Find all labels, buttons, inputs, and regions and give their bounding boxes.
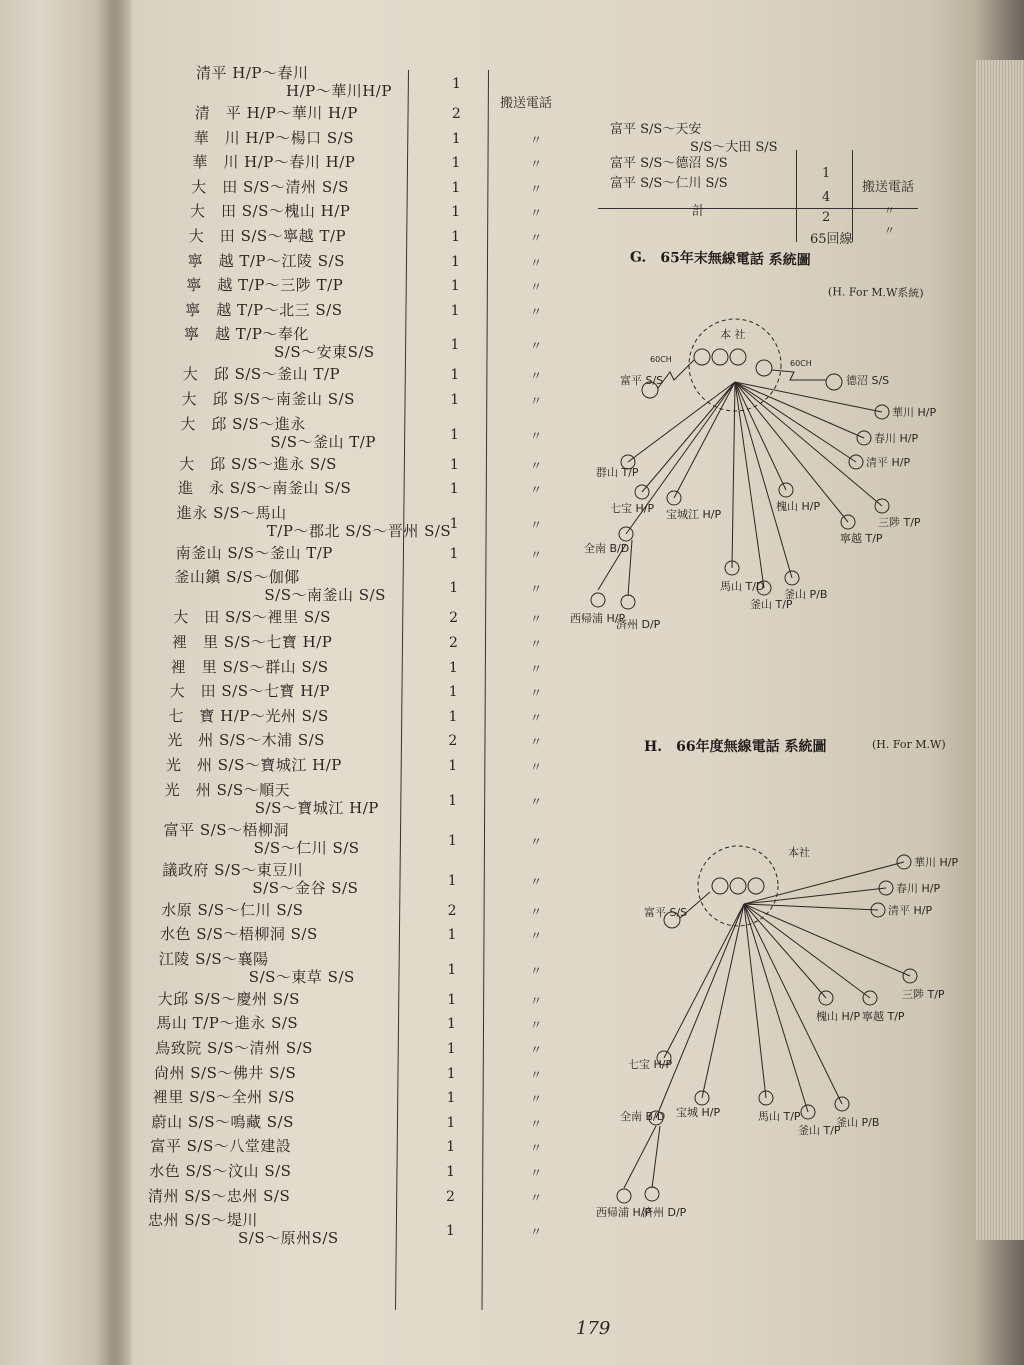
- table-row-count: 2: [449, 610, 459, 627]
- table-row-label: 忠州 S/S～堤川: [148, 1211, 258, 1230]
- table-row-label-cont: S/S～仁川 S/S: [253, 838, 360, 857]
- diagram-g-node-label: 華川 H/P: [892, 406, 937, 419]
- table-row-note: 〃: [530, 794, 543, 809]
- table-row-label-cont: H/P～華川H/P: [286, 82, 392, 100]
- table-row-note: 〃: [530, 834, 543, 849]
- right-table-row-label: 富平 S/S～天安: [610, 122, 702, 137]
- table-row-count: 1: [452, 76, 461, 92]
- book-spine: [95, 0, 131, 1365]
- table-row-count: 1: [449, 481, 459, 498]
- table-row-label-cont: S/S～原州S/S: [238, 1229, 339, 1248]
- table-row-count: 2: [446, 1188, 455, 1205]
- table-row-label: 清州 S/S～忠州 S/S: [148, 1186, 291, 1205]
- table-row-label: 清 平 H/P～華川 H/P: [194, 104, 358, 122]
- table-row-count: 1: [448, 684, 458, 701]
- table-row-label: 寧 越 T/P～北三 S/S: [185, 300, 343, 319]
- table-row-count: 1: [447, 961, 457, 978]
- table-row-count: 1: [447, 872, 457, 889]
- table-row-label: 大 邱 S/S～進永: [180, 414, 306, 433]
- table-row-label: 江陵 S/S～襄陽: [158, 949, 269, 968]
- table-row-note: 〃: [530, 710, 543, 725]
- diagram-g-link-left: [658, 360, 694, 388]
- table-row-count: 2: [449, 635, 458, 651]
- table-row-note: 〃: [530, 157, 543, 172]
- table-row-count: 2: [451, 106, 461, 122]
- table-row-label: 光 州 S/S～木浦 S/S: [167, 731, 325, 750]
- table-row-label: 水色 S/S～梧柳洞 S/S: [160, 925, 318, 944]
- table-row-note: 〃: [530, 1067, 543, 1082]
- diagram-g: [570, 300, 960, 700]
- table-row-label: 蔚山 S/S～鳴藏 S/S: [151, 1112, 294, 1131]
- left-page-edge: [0, 0, 100, 1365]
- diagram-g-title: G. 65年末無線電話 系統圖: [629, 249, 811, 269]
- diagram-g-node-label: 釜山 T/P: [750, 598, 793, 611]
- diagram-g-link-right-label: 60CH: [790, 359, 812, 368]
- table-row-note: 〃: [530, 547, 543, 562]
- table-row-count: 1: [449, 456, 459, 473]
- table-row-note: 〃: [530, 1166, 543, 1180]
- table-row-note: 〃: [530, 255, 543, 270]
- table-row-label: 華 川 H/P～楊口 S/S: [193, 128, 354, 147]
- table-row-note: 〃: [530, 132, 543, 147]
- diagram-h-node-label: 釜山 P/B: [836, 1116, 880, 1129]
- table-row-label: 大 田 S/S～七寶 H/P: [169, 682, 330, 701]
- table-row-note: 〃: [530, 483, 543, 498]
- table-row-count: 1: [446, 1164, 456, 1180]
- right-table-divider-a: [796, 150, 797, 242]
- table-row-note: 〃: [530, 735, 543, 750]
- table-row-label: 大邱 S/S～慶州 S/S: [157, 989, 300, 1008]
- table-row-note: 〃: [530, 428, 543, 443]
- table-row-count: 1: [447, 991, 457, 1008]
- table-row-count: 1: [451, 130, 461, 147]
- table-row-count: 1: [450, 367, 460, 384]
- table-row-label: 華 川 H/P～春川 H/P: [192, 153, 356, 172]
- diagram-h-node-label: 春川 H/P: [896, 882, 941, 895]
- table-row-label: 寧 越 T/P～江陵 S/S: [187, 251, 345, 270]
- table-row-note: 〃: [530, 612, 543, 627]
- table-row-label: 光 州 S/S～順天: [164, 780, 291, 799]
- table-row-label-cont: S/S～寶城江 H/P: [254, 798, 379, 817]
- table-row-label: 七 寶 H/P～光州 S/S: [168, 706, 329, 725]
- table-row-label: 議政府 S/S～東豆川: [162, 860, 304, 879]
- table-row-label: 大 邱 S/S～進永 S/S: [179, 454, 337, 473]
- diagram-h-subtitle: (H. For M.W): [872, 738, 946, 751]
- diagram-h: [580, 820, 960, 1240]
- table-row-note: 〃: [530, 369, 543, 384]
- table-row-label: 水原 S/S～仁川 S/S: [161, 900, 304, 919]
- diagram-h-node-label: 全南 B/D: [620, 1110, 666, 1123]
- table-row-label: 釜山鎭 S/S～伽倻: [174, 568, 300, 587]
- table-row-note: 〃: [530, 661, 543, 676]
- diagram-h-node-label: 馬山 T/P: [758, 1110, 801, 1123]
- right-table-row-count: 4: [822, 190, 831, 205]
- table-row-count: 1: [449, 515, 459, 532]
- table-row-label: 大 田 S/S～清州 S/S: [191, 177, 349, 196]
- diagram-g-node-m4: [826, 374, 842, 390]
- table-row-count: 1: [450, 392, 460, 408]
- diagram-g-hub-label: 本 社: [720, 328, 746, 341]
- diagram-g-node-label: 群山 T/P: [596, 466, 639, 479]
- table-row-count: 1: [451, 204, 461, 221]
- table-row-note: 〃: [530, 1190, 543, 1205]
- table-row-label: 寧 越 T/P～三陟 T/P: [186, 276, 344, 295]
- table-row-count: 1: [448, 758, 458, 774]
- table-row-count: 1: [450, 337, 460, 354]
- table-row-count: 1: [450, 278, 460, 295]
- diagram-h-node-label: 富平 S/S: [644, 906, 688, 919]
- diagram-h-node-label: 七宝 H/P: [628, 1058, 673, 1071]
- table-row-count: 2: [447, 902, 457, 919]
- table-row-count: 1: [447, 1016, 456, 1033]
- table-row-count: 1: [446, 1139, 456, 1156]
- table-row-label-cont: S/S～南釜山 S/S: [264, 586, 386, 605]
- table-row-count: 1: [448, 659, 458, 676]
- table-row-label: 進永 S/S～馬山: [176, 503, 287, 522]
- diagram-h-node-label: 清平 H/P: [888, 904, 933, 917]
- diagram-g-node-label: 寧越 T/P: [840, 532, 883, 545]
- table-row-note: 〃: [530, 1043, 543, 1057]
- table-row-label: 大 田 S/S～寧越 T/P: [188, 227, 347, 245]
- table-row-label: 南釜山 S/S～釜山 T/P: [175, 543, 333, 562]
- diagram-g-node-label: 清平 H/P: [866, 456, 911, 469]
- diagram-g-node-m2: [756, 360, 772, 376]
- table-row-count: 1: [446, 1114, 456, 1131]
- table-row-label: 裡 里 S/S～七寶 H/P: [172, 633, 333, 651]
- table-row-label-cont: T/P～郡北 S/S～晋州 S/S: [266, 521, 452, 540]
- table-row-count: 1: [450, 426, 459, 443]
- right-table-row-label: 計: [692, 204, 706, 219]
- table-row-note: 〃: [530, 304, 543, 319]
- table-row-label: 裡里 S/S～全州 S/S: [152, 1088, 296, 1107]
- table-row-note: 〃: [530, 582, 543, 597]
- table-row-note: 〃: [530, 874, 543, 889]
- table-row-note: 〃: [530, 993, 543, 1008]
- table-row-label-cont: S/S～東草 S/S: [248, 967, 355, 986]
- table-row-count: 1: [451, 155, 461, 172]
- table-row-count: 1: [449, 580, 459, 597]
- table-row-label: 大 邱 S/S～釜山 T/P: [182, 365, 341, 384]
- table-row-count: 1: [450, 253, 460, 270]
- right-table-row-note: 搬送電話: [862, 180, 915, 195]
- table-row-note: 〃: [530, 1092, 543, 1107]
- table-row-count: 1: [446, 1223, 455, 1240]
- diagram-h-node-label: 華川 H/P: [914, 856, 959, 869]
- table-row-label: 馬山 T/P～進永 S/S: [156, 1014, 299, 1033]
- table-row-note: 〃: [530, 231, 543, 245]
- table-row-note: 〃: [530, 458, 543, 473]
- table-row-note: 〃: [530, 1018, 543, 1033]
- table-row-note: 〃: [530, 339, 543, 354]
- table-row-count: 1: [450, 302, 460, 319]
- table-row-label-cont: S/S～安東S/S: [274, 343, 375, 362]
- diagram-g-node-label: 馬山 T/D: [720, 580, 765, 593]
- table-row-label-cont: S/S～金谷 S/S: [252, 878, 359, 897]
- table-row-count: 1: [447, 832, 457, 849]
- diagram-g-node-h1: [712, 349, 728, 365]
- table-row-note: 〃: [530, 1141, 543, 1156]
- table-row-count: 1: [451, 179, 461, 196]
- table-row-label: 富平 S/S～梧柳洞: [163, 820, 289, 839]
- table-row-label: 尙州 S/S～佛井 S/S: [154, 1063, 297, 1082]
- diagram-h-node-label: 寧越 T/P: [862, 1010, 905, 1023]
- table-row-note: 〃: [530, 394, 543, 408]
- right-table-rule: [598, 208, 918, 209]
- diagram-g-node-label: 済州 D/P: [616, 618, 661, 631]
- table-row-label: 光 州 S/S～寶城江 H/P: [166, 756, 342, 774]
- table-row-label: 進 永 S/S～南釜山 S/S: [178, 479, 352, 498]
- diagram-g-node-label: 全南 B/D: [584, 542, 630, 555]
- diagram-g-node-label: 春川 H/P: [874, 432, 919, 445]
- right-table-row-note: 〃: [884, 204, 895, 217]
- diagram-g-subtitle: (H. For M.W系統): [827, 285, 924, 300]
- diagram-g-node-label: 富平 S/S: [620, 374, 664, 387]
- table-row-label: 水色 S/S～汶山 S/S: [149, 1162, 292, 1180]
- diagram-g-node-label: 槐山 H/P: [776, 500, 821, 513]
- diagram-g-node-m1: [694, 349, 710, 365]
- table-row-note: 搬送電話: [500, 96, 553, 111]
- table-row-note: 〃: [530, 280, 543, 295]
- table-row-count: 1: [448, 708, 458, 725]
- diagram-g-node-label: 七宝 H/P: [610, 502, 655, 515]
- table-row-count: 1: [446, 1041, 456, 1057]
- diagram-h-hub-label: 本社: [788, 846, 810, 859]
- right-table-row-note: 〃: [884, 224, 895, 237]
- table-row-label: 鳥致院 S/S～清州 S/S: [155, 1039, 313, 1057]
- table-divider-left: [395, 70, 409, 1310]
- diagram-h-node-label: 釜山 T/P: [798, 1124, 841, 1137]
- diagram-g-link-left-label: 60CH: [650, 355, 672, 364]
- table-row-note: 〃: [530, 904, 543, 919]
- table-row-count: 1: [451, 229, 461, 245]
- table-row-note: 〃: [530, 963, 543, 978]
- right-table-row-count: 2: [822, 210, 831, 225]
- table-row-count: 1: [449, 545, 459, 562]
- diagram-h-node-label: 三陟 T/P: [902, 988, 945, 1001]
- page-edges: [976, 60, 1024, 1240]
- right-table-row-label: 富平 S/S～仁川 S/S: [610, 176, 728, 191]
- table-row-count: 1: [447, 927, 457, 944]
- table-row-label: 大 田 S/S～槐山 H/P: [190, 202, 351, 221]
- table-row-note: 〃: [530, 181, 543, 196]
- right-table-row-count: 1: [822, 166, 831, 181]
- diagram-h-node-label: 槐山 H/P: [816, 1010, 861, 1023]
- diagram-h-title: H. 66年度無線電話 系統圖: [644, 739, 827, 755]
- table-row-note: 〃: [530, 1116, 543, 1131]
- diagram-g-node-label: 三陟 T/P: [878, 516, 921, 529]
- right-table-row-label-cont: S/S～大田 S/S: [690, 140, 778, 155]
- table-row-note: 〃: [530, 760, 543, 774]
- table-row-label: 富平 S/S～八堂建設: [150, 1137, 292, 1156]
- table-row-count: 1: [446, 1090, 456, 1107]
- table-row-note: 〃: [530, 637, 543, 651]
- table-row-label: 裡 里 S/S～群山 S/S: [170, 657, 329, 676]
- table-row-count: 1: [448, 792, 458, 809]
- table-row-label: 大 田 S/S～裡里 S/S: [173, 608, 331, 627]
- table-row-label: 清平 H/P～春川: [196, 64, 309, 82]
- table-row-note: 〃: [530, 929, 543, 944]
- table-row-note: 〃: [530, 206, 543, 221]
- table-row-label: 寧 越 T/P～奉化: [184, 325, 309, 344]
- diagram-g-node-label: 釜山 P/B: [784, 588, 828, 601]
- diagram-g-node-label: 西帰浦 H/P: [570, 612, 626, 625]
- table-row-count: 2: [448, 733, 458, 750]
- table-row-note: 〃: [530, 1225, 543, 1240]
- page-number: 179: [576, 1318, 611, 1339]
- right-table-row-count: 65回線: [810, 232, 853, 247]
- diagram-g-node-h2: [730, 349, 746, 365]
- diagram-h-node-label: 西帰浦 H/P: [596, 1206, 652, 1219]
- table-row-count: 1: [446, 1065, 456, 1082]
- diagram-g-node-label: 德沼 S/S: [846, 374, 890, 387]
- table-row-label: 大 邱 S/S～南釜山 S/S: [181, 390, 355, 408]
- table-row-note: 〃: [530, 517, 543, 532]
- table-row-label-cont: S/S～釜山 T/P: [270, 432, 376, 451]
- diagram-g-node-label: 宝城江 H/P: [666, 508, 722, 521]
- table-divider-right: [482, 70, 489, 1310]
- diagram-h-node-label: 済州 D/P: [642, 1206, 687, 1219]
- right-table-row-label: 富平 S/S～德沼 S/S: [610, 156, 728, 171]
- diagram-h-node-label: 宝城 H/P: [676, 1106, 721, 1119]
- table-row-note: 〃: [530, 686, 543, 701]
